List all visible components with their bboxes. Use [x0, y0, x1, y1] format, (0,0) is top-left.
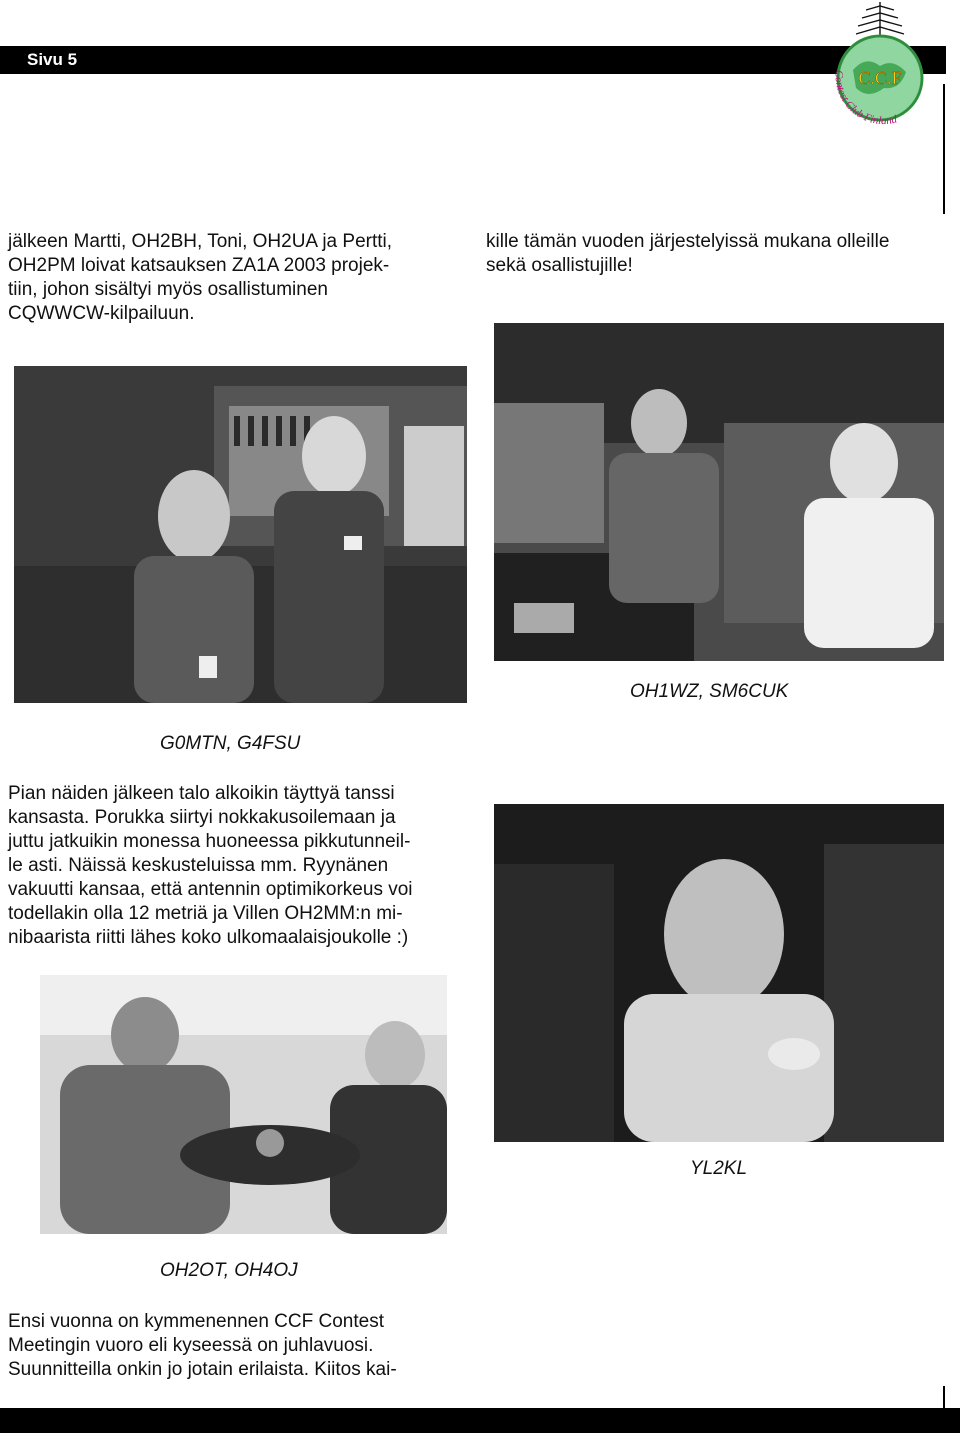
text-line: kille tämän vuoden järjestelyissä mukana olleille	[486, 231, 890, 252]
right-rule-bottom	[943, 1386, 945, 1408]
text-line: OH2PM loivat katsauksen ZA1A 2003 projek-	[8, 255, 390, 276]
page-header-bar	[0, 46, 946, 74]
text-line: Meetingin vuoro eli kyseessä on juhlavuosi.	[8, 1335, 374, 1356]
right-rule-top	[943, 84, 945, 214]
text-line: todellakin olla 12 metriä ja Villen OH2MM:n mi-	[8, 903, 403, 924]
text-line: sekä osallistujille!	[486, 255, 633, 276]
text-line: kansasta. Porukka siirtyi nokkakusoilemaan ja	[8, 807, 396, 828]
text-line: Pian näiden jälkeen talo alkoikin täyttyä tanssi	[8, 783, 395, 804]
party-paragraph	[8, 782, 413, 950]
text-line: Suunnitteilla onkin jo jotain erilaista. Kiitos kai-	[8, 1359, 397, 1380]
text-line: jälkeen Martti, OH2BH, Toni, OH2UA ja Pertti,	[8, 231, 393, 252]
photo-oh2ot-oh4oj	[40, 975, 447, 1234]
closing-paragraph	[8, 1310, 397, 1382]
intro-paragraph	[8, 230, 392, 326]
photo-caption: YL2KL	[690, 1158, 748, 1179]
photo-g0mtn-g4fsu	[14, 366, 467, 703]
logo-main-text: C.C.F	[858, 68, 902, 88]
photo-yl2kl	[494, 804, 944, 1142]
photo-caption: G0MTN, G4FSU	[160, 733, 301, 754]
photo-oh1wz-sm6cuk	[494, 323, 944, 661]
logo-arc-text: Contest Club Finland	[832, 69, 899, 126]
text-line: le asti. Näissä keskusteluissa mm. Ryynänen	[8, 855, 389, 876]
page-footer-bar	[0, 1408, 960, 1433]
text-line: Ensi vuonna on kymmenennen CCF Contest	[8, 1311, 384, 1332]
text-line: vakuutti kansaa, että antennin optimikorkeus voi	[8, 879, 413, 900]
ccf-logo	[818, 0, 948, 126]
text-line: tiin, johon sisältyi myös osallistuminen	[8, 279, 328, 300]
photo-caption: OH2OT, OH4OJ	[160, 1260, 298, 1281]
thanks-paragraph	[486, 230, 889, 278]
text-line: CQWWCW-kilpailuun.	[8, 303, 195, 324]
text-line: nibaarista riitti lähes koko ulkomaalaisjoukolle :)	[8, 927, 409, 948]
photo-caption: OH1WZ, SM6CUK	[630, 681, 789, 702]
text-line: juttu jatkuikin monessa huoneessa pikkutunneil-	[8, 831, 411, 852]
page-number-label: Sivu 5	[27, 50, 78, 69]
